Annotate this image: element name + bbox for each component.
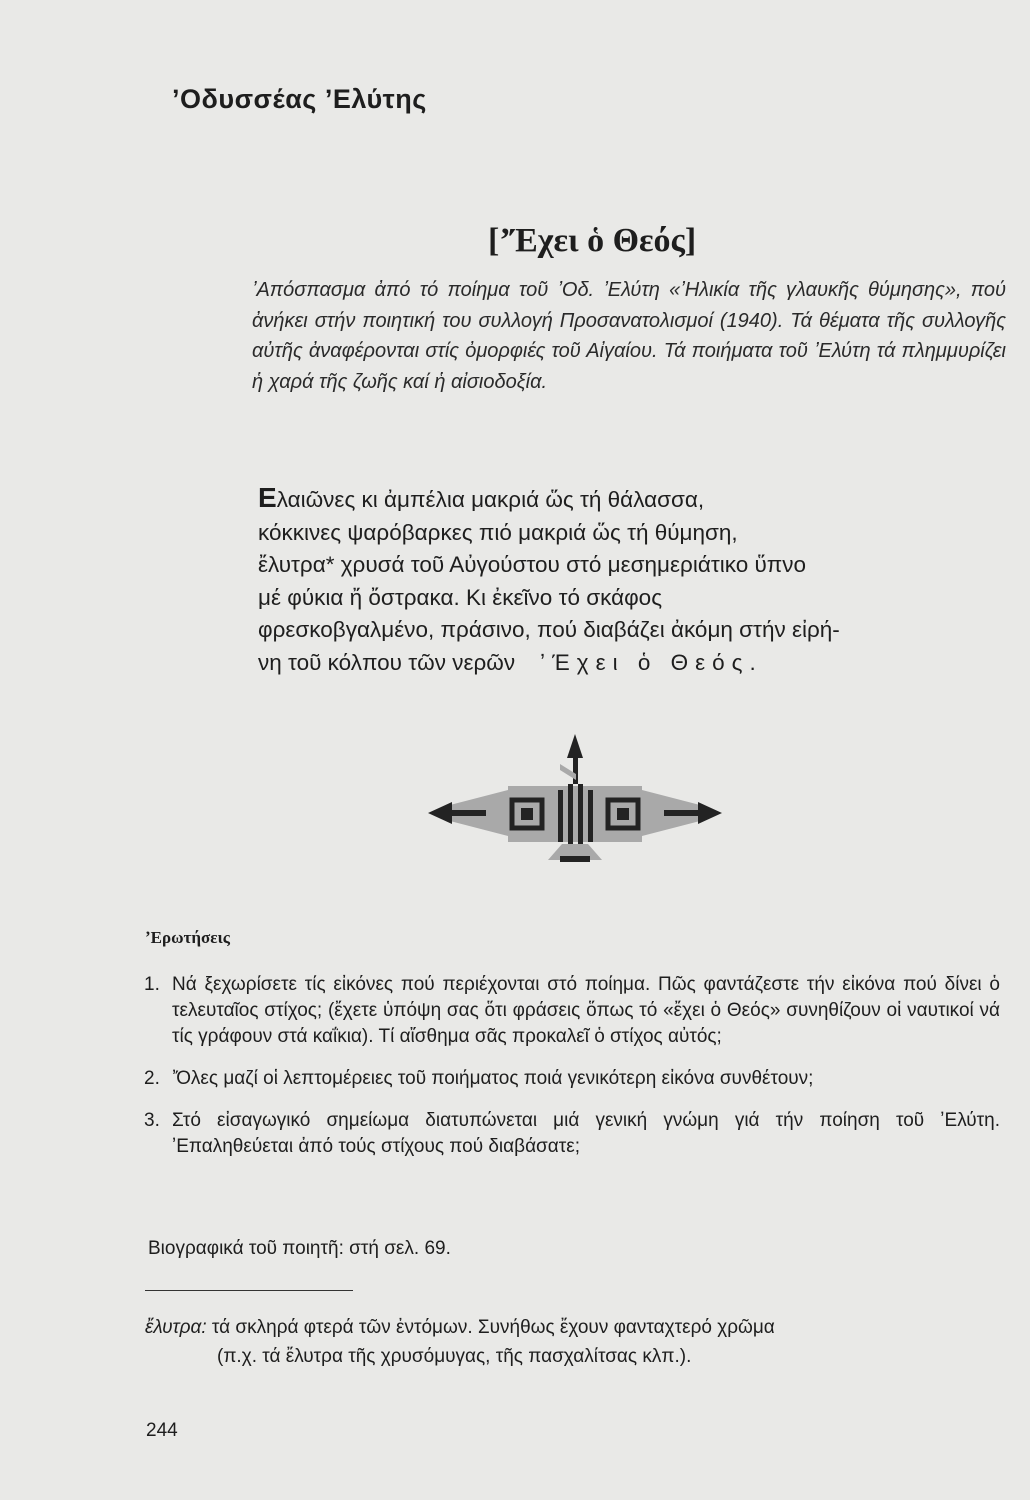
question-item xyxy=(142,1108,1000,1160)
ornament-right-arrow xyxy=(698,802,722,824)
poem-line-6-spaced: ʼΈχει ὁ Θεός. xyxy=(540,649,763,675)
ornament-right-stem xyxy=(664,810,698,816)
page-number: 244 xyxy=(146,1420,178,1441)
poem-drop-cap: Ε xyxy=(258,482,277,513)
footnote-line-1 xyxy=(145,1313,1000,1342)
author-name: ʼΟδυσσέας ʼΕλύτης xyxy=(172,84,427,114)
poem-line-6-start: νη τοῦ κόλπου τῶν νερῶν xyxy=(258,649,516,675)
ornament-bar-4 xyxy=(588,790,593,842)
intro-note: ʼΑπόσπασμα ἀπό τό ποίημα τοῦ ʼΟδ. ʼΕλύτη «ʼΗλικία τῆς γλαυκῆς θύμησης», πού ἀνήκει στήν ποιητική του συλλογή Προσανατολισμοί (1940). Τά θέματα τῆς συλλογῆς αὐτῆς ἀναφέρονται στίς ὀμορφιές τοῦ Αἰγαίου. Τά ποιήματα τοῦ ʼΕλύτη τά πλημμυρίζει ἡ χαρά τῆς ζωῆς καί ἡ αἰσιοδοξία. xyxy=(252,279,1006,393)
question-text: ʼΌλες μαζί οἱ λεπτομέρειες τοῦ ποιήματος ποιά γενικότερη εἰκόνα συνθέτουν; xyxy=(172,1068,814,1089)
ornament-bar-1 xyxy=(558,790,563,842)
question-item xyxy=(142,972,1000,1050)
poem-text xyxy=(258,482,1018,679)
poem-line-2: κόκκινες ψαρόβαρκες πιό μακριά ὥς τή θύμηση, xyxy=(258,519,738,545)
poem-line-4: μέ φύκια ἤ ὄστρακα. Κι ἐκεῖνο τό σκάφος xyxy=(258,584,663,610)
question-number: 1. xyxy=(144,974,160,995)
footnote xyxy=(145,1313,1000,1371)
question-number: 3. xyxy=(144,1110,160,1131)
footnote-text-2: (π.χ. τά ἔλυτρα τῆς χρυσόμυγας, τῆς πασχαλίτσας κλπ.). xyxy=(217,1346,692,1367)
poem-line-5: φρεσκοβγαλμένο, πράσινο, πού διαβάζει ἀκόμη στήν εἰρή- xyxy=(258,617,840,642)
footnote-text-1: τά σκληρά φτερά τῶν ἐντόμων. Συνήθως ἔχουν φανταχτερό χρῶμα xyxy=(211,1317,775,1338)
question-text: Νά ξεχωρίσετε τίς εἰκόνες πού περιέχονται στό ποίημα. Πῶς φαντάζεστε τήν εἰκόνα πού δίνει ὁ τελευταῖος στίχος; (ἔχετε ὑπόψη σας ὅτι φράσεις ὅπως τό «ἔχει ὁ Θεός» συνηθίζουν οἱ ναυτικοί νά τίς γράφουν στά καΐκια). Τί αἴσθημα σᾶς προκαλεῖ ὁ στίχος αὐτός; xyxy=(172,974,1000,1047)
ornament-top-stem xyxy=(573,758,578,784)
ornament-top-arrow xyxy=(567,734,583,758)
ornament-left-square-dot xyxy=(521,808,533,820)
poem-line-3: ἔλυτρα* χρυσά τοῦ Αὐγούστου στό μεσημεριάτικο ὕπνο xyxy=(258,552,807,577)
poem-line-1 xyxy=(258,482,1018,517)
question-number: 2. xyxy=(144,1068,160,1089)
question-item xyxy=(142,1066,1000,1092)
ornament-left-arrow xyxy=(428,802,452,824)
ornament-bottom-bar xyxy=(560,856,590,862)
questions-list xyxy=(142,972,1000,1176)
questions-heading: ʼΕρωτήσεις xyxy=(145,928,230,947)
ornament-left-stem xyxy=(452,810,486,816)
decorative-ornament-icon xyxy=(420,728,730,878)
biography-reference: Βιογραφικά τοῦ ποιητῆ: στή σελ. 69. xyxy=(148,1238,451,1259)
ornament-right-square-dot xyxy=(617,808,629,820)
poem-line-1-rest: λαιῶνες κι ἀμπέλια μακριά ὥς τή θάλασσα, xyxy=(276,487,705,512)
ornament-bar-3 xyxy=(578,784,583,844)
poem-line-6 xyxy=(258,647,1018,680)
question-text: Στό εἰσαγωγικό σημείωμα διατυπώνεται μιά γενική γνώμη γιά τήν ποίηση τοῦ ʼΕλύτη. ʼΕπαληθεύεται ἀπό τούς στίχους πού διαβάσατε; xyxy=(172,1110,1000,1157)
footnote-divider xyxy=(145,1290,353,1291)
poem-title: [ʼΈχει ὁ Θεός] xyxy=(488,222,697,259)
footnote-term: ἔλυτρα: xyxy=(145,1317,207,1338)
ornament-bar-2 xyxy=(568,784,573,844)
